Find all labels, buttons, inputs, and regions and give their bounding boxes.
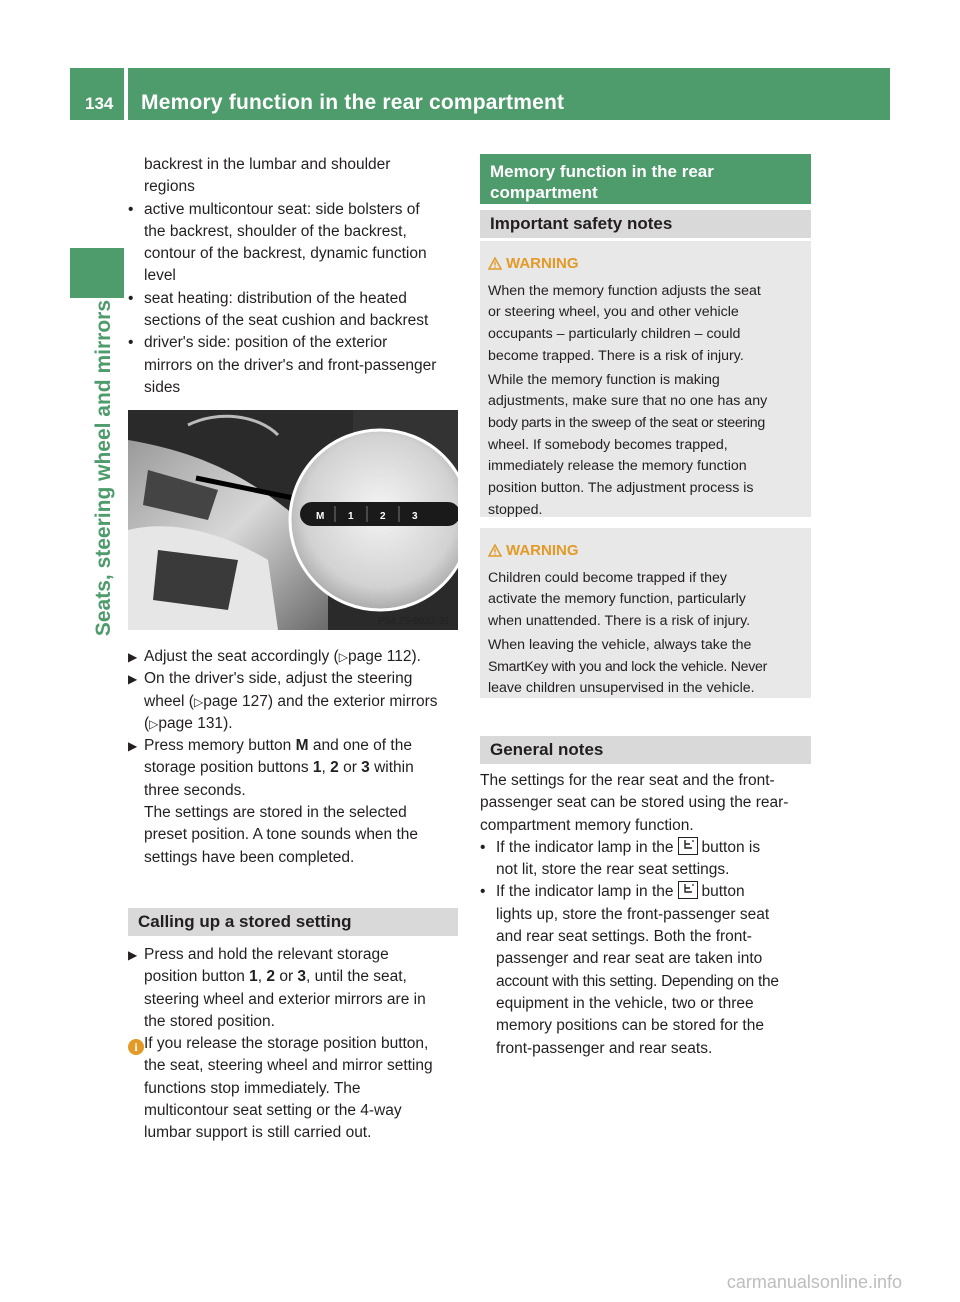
- arrow-icon: ▶: [128, 739, 138, 754]
- text-line: body parts in the sweep of the seat or steering: [488, 414, 765, 431]
- text-line: compartment memory function.: [480, 816, 694, 834]
- page-ref-icon: ▷: [338, 650, 348, 664]
- warning-box-2: [480, 528, 811, 698]
- left-column-top: [128, 154, 463, 399]
- key-1: 1: [249, 968, 258, 986]
- text-fragment: (: [144, 714, 150, 732]
- list-item: • active multicontour seat: side bolsters of the backrest, shoulder of the backrest, contour of the backrest, dynamic function level: [128, 199, 463, 288]
- text-fragment: and one of the: [308, 737, 412, 755]
- text-line: passenger and rear seat are taken into: [496, 950, 763, 968]
- text-fragment: If the indicator lamp in the: [496, 883, 674, 901]
- text-line: seat heating: distribution of the heated: [144, 289, 407, 307]
- step-item: [128, 646, 463, 668]
- step-item: [128, 668, 463, 735]
- door-panel-illustration: [128, 410, 458, 630]
- key-1: 1: [312, 759, 322, 777]
- text-line: and rear seat settings. Both the front-: [496, 928, 752, 946]
- heading-line: Memory function in the rear: [490, 162, 714, 181]
- text-fragment: storage position buttons: [144, 759, 313, 777]
- text-fragment: ,: [257, 968, 267, 986]
- text-line: leave children unsupervised in the vehicle.: [488, 680, 755, 697]
- info-icon: i: [128, 1039, 144, 1055]
- page-title: Memory function in the rear compartment: [141, 91, 565, 114]
- text-line: lights up, store the front-passenger seat: [496, 905, 770, 923]
- general-notes: [480, 770, 815, 1060]
- text-line: adjustments, make sure that no one has any: [488, 393, 768, 410]
- rear-seat-icon: [678, 881, 698, 899]
- info-note: [128, 1033, 463, 1144]
- text-line: Press and hold the relevant storage: [144, 946, 389, 963]
- text-line: the seat, steering wheel and mirror setting: [144, 1057, 433, 1075]
- text-line: sections of the seat cushion and backrest: [144, 312, 429, 330]
- side-tab-title: Seats, steering wheel and mirrors: [92, 300, 115, 637]
- page-number-box: [70, 68, 124, 120]
- photo-code: P54.25-9032-31: [378, 616, 450, 627]
- text-line: The settings are stored in the selected: [144, 804, 407, 822]
- text-fragment: Press memory button: [144, 737, 296, 755]
- text-line: The settings for the rear seat and the front-: [480, 772, 775, 789]
- text-line: not lit, store the rear seat settings.: [496, 861, 730, 879]
- text-line: when unattended. There is a risk of injury.: [488, 613, 751, 630]
- text-fragment: button is: [701, 838, 761, 856]
- text-line: memory positions can be stored for the: [496, 1017, 764, 1035]
- rear-seat-icon: [678, 837, 698, 855]
- section-heading: [480, 154, 811, 204]
- calling-steps: [128, 944, 463, 1145]
- memory-button-2: 2: [380, 511, 386, 522]
- text-fragment: button: [701, 883, 745, 901]
- text-line: regions: [144, 178, 195, 196]
- key-3: 3: [361, 759, 370, 777]
- calling-heading: Calling up a stored setting: [128, 908, 458, 936]
- text-line: While the memory function is making: [488, 371, 720, 388]
- text-line: three seconds.: [144, 781, 246, 799]
- memory-button-m: M: [316, 511, 325, 522]
- text-line: functions stop immediately. The: [144, 1079, 361, 1097]
- warning-title: WARNING: [506, 255, 579, 272]
- text-line: sides: [144, 378, 181, 396]
- text-line: activate the memory function, particularly: [488, 591, 746, 608]
- text-line: mirrors on the driver's and front-passenger: [144, 356, 437, 374]
- text-line: preset position. A tone sounds when the: [144, 826, 419, 844]
- text-line: or steering wheel, you and other vehicle: [488, 304, 739, 321]
- text-line: steering wheel and exterior mirrors are in: [144, 990, 426, 1008]
- list-item: • driver's side: position of the exterior mirrors on the driver's and front-passenger sides: [128, 332, 463, 399]
- text-line: If you release the storage position button,: [144, 1035, 429, 1053]
- general-heading: General notes: [480, 736, 811, 764]
- memory-buttons-photo: [128, 410, 458, 630]
- text-line: settings have been completed.: [144, 848, 355, 866]
- step-item: [128, 735, 463, 869]
- text-line: On the driver's side, adjust the steering: [144, 670, 413, 688]
- text-line: equipment in the vehicle, two or three: [496, 994, 754, 1012]
- text-fragment: position button: [144, 968, 250, 986]
- text-line: Children could become trapped if they: [488, 569, 727, 586]
- text-line: lumbar support is still carried out.: [144, 1124, 372, 1142]
- warning-box-1: [480, 241, 811, 517]
- text-line: the stored position.: [144, 1012, 275, 1030]
- page-ref[interactable]: page 112: [347, 648, 412, 665]
- text-fragment: or: [338, 759, 362, 777]
- step-item: [128, 944, 463, 1033]
- memory-button-1: 1: [348, 511, 354, 522]
- warning-triangle-icon: [488, 255, 506, 277]
- list-item: • seat heating: distribution of the heated sections of the seat cushion and backrest: [128, 288, 463, 333]
- text-fragment: wheel (: [144, 692, 194, 710]
- text-fragment: ) and the exterior mirrors: [267, 692, 438, 710]
- text-line: SmartKey with you and lock the vehicle. Never: [488, 658, 768, 675]
- text-line: stopped.: [488, 501, 543, 518]
- text-fragment: If the indicator lamp in the: [496, 838, 674, 856]
- text-line: When leaving the vehicle, always take the: [488, 636, 752, 653]
- text-line: driver's side: position of the exterior: [144, 334, 388, 352]
- safety-heading: Important safety notes: [480, 210, 811, 238]
- text-fragment: ).: [411, 648, 421, 665]
- warning-triangle-icon: [488, 542, 506, 564]
- text-fragment: ,: [321, 759, 331, 777]
- key-2: 2: [266, 968, 276, 986]
- page-ref-icon: ▷: [193, 694, 204, 709]
- text-line: active multicontour seat: side bolsters of: [144, 200, 420, 218]
- text-line: become trapped. There is a risk of injury.: [488, 347, 744, 364]
- text-line: wheel. If somebody becomes trapped,: [488, 436, 728, 453]
- arrow-icon: ▶: [128, 948, 138, 962]
- warning-title: WARNING: [506, 542, 579, 559]
- list-item: • If the indicator lamp in the button is not lit, store the rear seat settings.: [480, 837, 815, 882]
- chapter-header: [128, 68, 890, 120]
- page-ref[interactable]: page 131: [158, 714, 224, 732]
- side-tab-marker: [70, 248, 124, 298]
- memory-key: M: [295, 737, 309, 755]
- adjust-steps: [128, 646, 463, 869]
- text-fragment: within: [369, 759, 414, 777]
- text-line: contour of the backrest, dynamic function: [144, 245, 427, 263]
- text-line: level: [144, 267, 176, 285]
- text-fragment: Adjust the seat accordingly (: [144, 648, 339, 665]
- page-ref[interactable]: page 127: [203, 692, 268, 710]
- text-line: passenger seat can be stored using the rear-: [480, 794, 789, 812]
- heading-line: compartment: [490, 183, 598, 202]
- text-line: When the memory function adjusts the seat: [488, 282, 761, 299]
- text-line: multicontour seat setting or the 4-way: [144, 1102, 402, 1120]
- text-fragment: , until the seat,: [306, 968, 407, 986]
- text-line: the backrest, shoulder of the backrest,: [144, 222, 407, 240]
- page-number: 134: [85, 94, 114, 113]
- text-line: position button. The adjustment process is: [488, 480, 754, 497]
- text-line: occupants – particularly children – could: [488, 326, 741, 343]
- text-line: front-passenger and rear seats.: [496, 1039, 713, 1057]
- text-fragment: ).: [223, 714, 233, 732]
- text-line: immediately release the memory function: [488, 458, 747, 475]
- arrow-icon: ▶: [128, 650, 138, 664]
- text-fragment: or: [275, 968, 298, 986]
- text-line: backrest in the lumbar and shoulder: [144, 156, 391, 173]
- memory-button-3: 3: [412, 511, 418, 522]
- list-item: • If the indicator lamp in the button lights up, store the front-passenger seat and rear seat settings. Both the front- passenger and rear seat are taken into account with this setting. Depending on the equipment in the vehicle, two or three memory positions can be stored for the front-passenger and rear seats.: [480, 881, 815, 1059]
- continued-text: [128, 154, 463, 199]
- key-2: 2: [330, 759, 339, 777]
- key-3: 3: [297, 968, 307, 986]
- watermark: carmanualsonline.info: [726, 1272, 902, 1292]
- page-ref-icon: ▷: [149, 716, 159, 731]
- text-line: account with this setting. Depending on the: [496, 972, 779, 990]
- arrow-icon: ▶: [128, 672, 138, 687]
